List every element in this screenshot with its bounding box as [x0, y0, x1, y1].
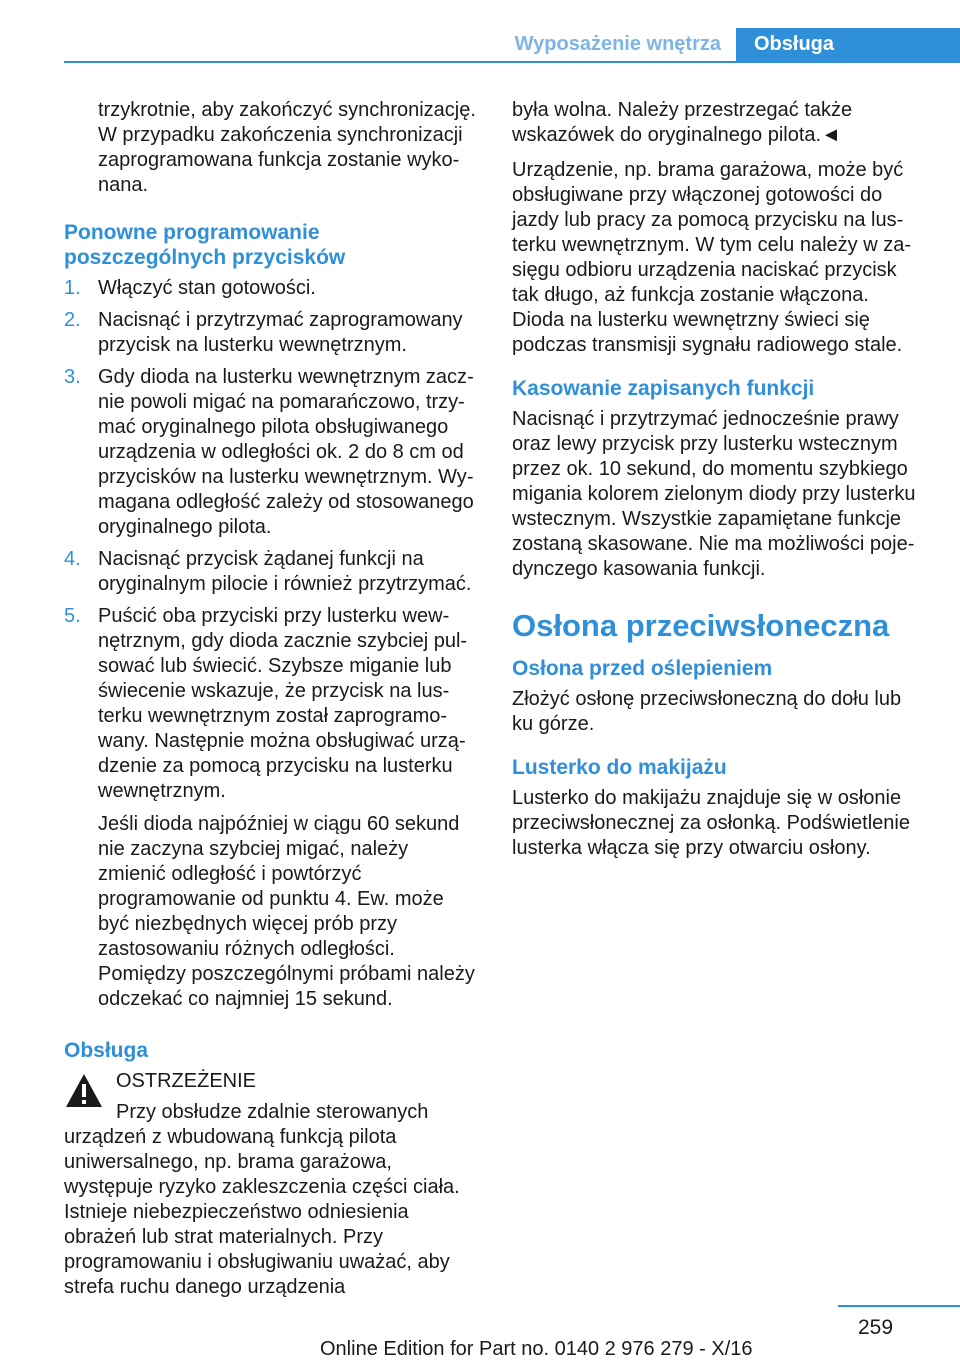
header-chapter-tab: Obsługa: [736, 28, 960, 61]
operation-paragraph: Urządzenie, np. brama garażowa, może być obsługiwane przy włączonej gotowości do jazdy lub pracy za pomocą przycisku na lusterku wewnętrznym. W tym celu należy w zasięgu odbioru urządzenia naciskać przycisk tak długo, aż funkcja zostanie włączona. Dioda na lusterku wewnętrzny świeci się podczas transmisji sygnału radiowego stale.: [512, 159, 912, 356]
heading-operation: Obsługa: [64, 1039, 149, 1062]
heading-delete-functions: Kasowanie zapisanych funkcji: [512, 377, 815, 400]
list-item: [64, 308, 476, 358]
list-item: [64, 276, 476, 301]
step-note: Jeśli dioda najpóźniej w ciągu 60 sekund nie zaczyna szybciej migać, należy zmienić odległość i powtórzyć programowanie od punktu 4. Ew. może być niezbędnych więcej prób przy zastosowaniu różnych odległości. Pomiędzy poszczególnymi próbami należy odczekać co najmniej 15 sekund.: [98, 813, 475, 1010]
warning-text: Przy obsłudze zdalnie sterowanych urządzeń z wbudowaną funkcją pilota uniwersalnego, np. brama garażowa, występuje ryzyko zakleszczenia części ciała. Istnieje niebezpieczeństwo odniesienia obrażeń lub strat materialnych. Przy programowaniu i obsługiwaniu uważać, aby strefa ruchu danego urządzenia: [64, 1101, 460, 1298]
intro-paragraph: trzykrotnie, aby zakończyć synchronizację. W przypadku zakończenia synchronizacji zaprogramowana funkcja zostanie wykonana.: [98, 99, 476, 196]
list-item: [64, 604, 476, 1012]
warning-triangle-icon: [64, 1072, 104, 1109]
mirror-paragraph: Lusterko do makijażu znajduje się w osłonie przeciwsłonecznej za osłonką. Podświetlenie lusterka włącza się przy otwarciu osłony.: [512, 787, 910, 859]
step-number: 1.: [64, 277, 81, 299]
page-number: 259: [858, 1316, 894, 1339]
step-number: 3.: [64, 366, 81, 388]
heading-vanity-mirror: Lusterko do makijażu: [512, 756, 727, 779]
step-number: 4.: [64, 548, 81, 570]
edition-note: Online Edition for Part no. 0140 2 976 279 - X/16: [320, 1338, 753, 1360]
step-number: 2.: [64, 309, 81, 331]
step-number: 5.: [64, 605, 81, 627]
warning-text-wrap: [64, 1100, 476, 1300]
right-column: [512, 98, 924, 871]
warning-block: [64, 1069, 476, 1300]
left-column: [64, 98, 476, 1300]
heading-sun-visor: Osłona przeciwsłoneczna: [512, 608, 890, 643]
header-section-tab: Wyposażenie wnętrza: [514, 33, 721, 55]
footer-rule: [838, 1305, 960, 1307]
step-text: Gdy dioda na lusterku wewnętrznym zacznie powoli migać na pomarańczowo, trzymać oryginalnego pilota obsługiwanego urządzenia w odległości ok. 2 do 8 cm od przycisków na lusterku wewnętrznym. Wymagana odległość zależy od stosowanego oryginalnego pilota.: [98, 366, 474, 538]
heading-reprogramming: Ponowne programowanie poszczególnych przycisków: [64, 221, 346, 269]
step-text: Włączyć stan gotowości.: [98, 277, 316, 299]
step-text: Nacisnąć przycisk żądanej funkcji na oryginalnym pilocie i również przytrzymać.: [98, 548, 472, 595]
steps-list: [64, 276, 476, 1012]
glare-paragraph: Złożyć osłonę przeciwsłoneczną do dołu lub ku górze.: [512, 688, 902, 735]
warning-title: OSTRZEŻENIE: [116, 1070, 257, 1092]
list-item: [64, 547, 476, 597]
header-rule: [64, 61, 960, 63]
step-text: Nacisnąć i przytrzymać zaprogramowany przycisk na lusterku wewnętrznym.: [98, 309, 463, 356]
list-item: [64, 365, 476, 540]
continuation-paragraph: była wolna. Należy przestrzegać także wskazówek do oryginalnego pilota.◄: [512, 99, 853, 146]
heading-glare-shield: Osłona przed oślepieniem: [512, 657, 773, 680]
step-text: Puścić oba przyciski przy lusterku wewnętrznym, gdy dioda zacznie szybciej pulsować lub świecić. Szybsze miganie lub świecenie wskazuje, że przycisk na lusterku wewnętrznym został zaprogramowany. Następnie można obsługiwać urządzenie za pomocą przycisku na lusterku wewnętrznym.: [98, 605, 468, 802]
delete-paragraph: Nacisnąć i przytrzymać jednocześnie prawy oraz lewy przycisk przy lusterku wstecznym przez ok. 10 sekund, do momentu szybkiego migania kolorem zielonym diody przy lusterku wstecznym. Wszystkie zapamiętane funkcje zostaną skasowane. Nie ma możliwości pojedynczego kasowania funkcji.: [512, 408, 916, 580]
